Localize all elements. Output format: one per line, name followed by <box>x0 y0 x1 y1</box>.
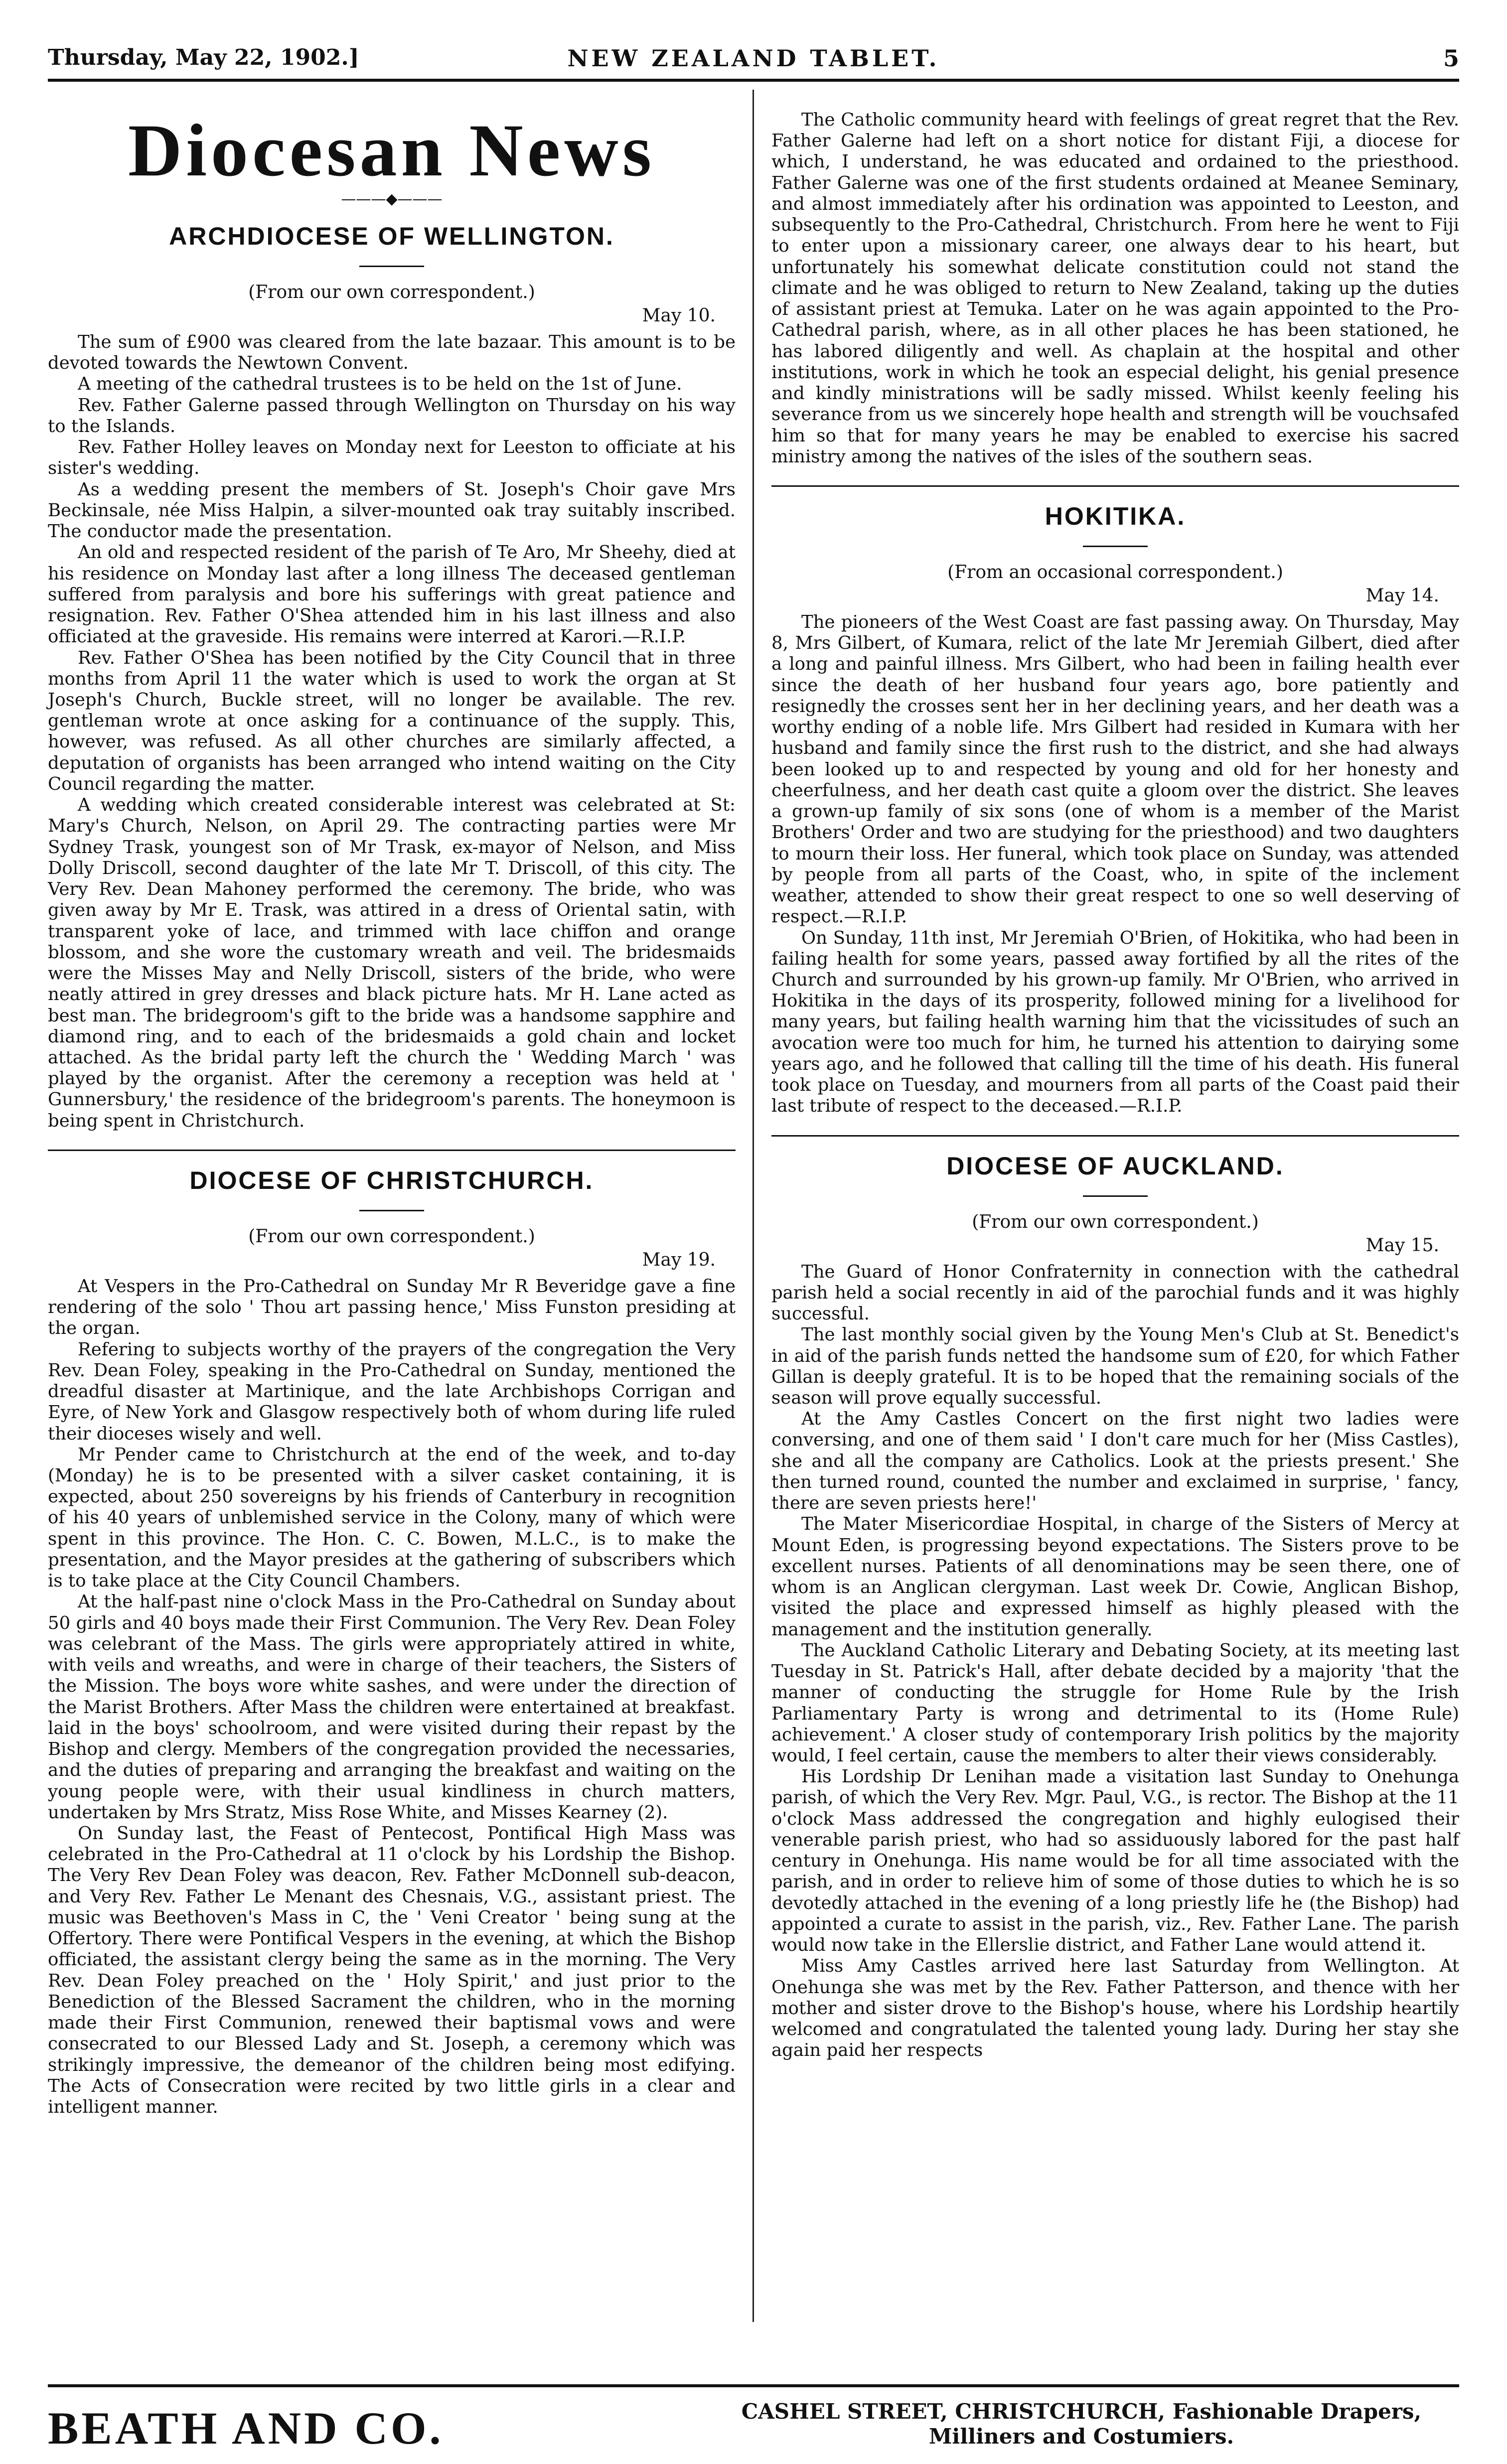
issue-date: Thursday, May 22, 1902.] <box>48 45 359 70</box>
article-paragraph: An old and respected resident of the parish of Te Aro, Mr Sheehy, died at his residence on Monday last after a long illness The deceased gentleman suffered from paralysis and bore his sufferings with great patience and resignation. Rev. Father O'Shea attended him in his last illness and also officiated at the graveside. His remains were interred at Karori.—R.I.P. <box>48 542 736 647</box>
section-separator <box>771 485 1459 487</box>
section-separator <box>48 1150 736 1151</box>
wellington-correspondent: (From our own correspondent.) <box>248 282 535 302</box>
article-paragraph: Mr Pender came to Christchurch at the end of the week, and to-day (Monday) he is to be presented with a silver casket containing, it is expected, about 250 sovereigns by his friends of Canterbury in recognition of his 40 years of unblemished service in the Colony, many of which were spent in this province. The Hon. C. C. Bowen, M.L.C., is to make the presentation, and the Mayor presides at the gathering of subscribers which is to take place at the City Council Chambers. <box>48 1444 736 1592</box>
hokitika-correspondent: (From an occasional correspondent.) <box>947 562 1283 582</box>
wellington-date: May 10. <box>642 305 716 326</box>
article-paragraph: Refering to subjects worthy of the prayers of the congregation the Very Rev. Dean Foley, speaking in the Pro-Cathedral on Sunday, mentioned the dreadful disaster at Martinique, and the late Archbishops Corrigan and Eyre, of New York and Glasgow respectively both of whom during life ruled their dioceses wisely and well. <box>48 1339 736 1444</box>
masthead-ornament: ———◆——— <box>341 190 443 208</box>
article-paragraph: A meeting of the cathedral trustees is to be held on the 1st of June. <box>78 374 682 395</box>
heading-rule <box>1083 546 1148 547</box>
advert-line: CASHEL STREET, CHRISTCHURCH, Fashionable Drapers, <box>741 2399 1422 2424</box>
article-paragraph: On Sunday, 11th inst, Mr Jeremiah O'Brien, of Hokitika, who had been in failing health for some years, passed away fortified by all the rites of the Church and surrounded by his grown-up family. Mr O'Brien, who arrived in Hokitika in the days of its prosperity, followed mining for a livelihood for many years, but failing health warning him that the vicissitudes of such an avocation were too much for him, he turned his attention to dairying some years ago, and he followed that calling till the time of his death. His funeral took place on Tuesday, and mourners from all parts of the Coast paid their last tribute of respect to the deceased.—R.I.P. <box>771 927 1459 1117</box>
article-paragraph: Rev. Father Holley leaves on Monday next for Leeston to officiate at his sister's wedding. <box>48 437 736 479</box>
page-header <box>48 5 1459 85</box>
section-separator <box>771 1135 1459 1137</box>
advert-text <box>708 2399 1455 2450</box>
article-paragraph: The Guard of Honor Confraternity in connection with the cathedral parish held a social recently in aid of the parochial funds and it was highly successful. <box>771 1261 1459 1324</box>
advert-line: Milliners and Costumiers. <box>928 2424 1234 2449</box>
article-paragraph: As a wedding present the members of St. Joseph's Choir gave Mrs Beckinsale, née Miss Halpin, a silver-mounted oak tray suitably inscribed. The conductor made the presentation. <box>48 479 736 542</box>
article-paragraph: The last monthly social given by the Young Men's Club at St. Benedict's in aid of the parish funds netted the handsome sum of £20, for which Father Gillan is deeply grateful. It is to be hoped that the remaining socials of the season will prove equally successful. <box>771 1324 1459 1409</box>
masthead-title: Diocesan News <box>128 109 656 192</box>
christchurch-heading: DIOCESE OF CHRISTCHURCH. <box>189 1166 594 1194</box>
article-paragraph: The pioneers of the West Coast are fast passing away. On Thursday, May 8, Mrs Gilbert, of Kumara, relict of the late Mr Jeremiah Gilbert, died after a long and painful illness. Mrs Gilbert, who had been in failing health ever since the death of her husband four years ago, bore patiently and resignedly the crosses sent her in her declining years, and her death was a worthy ending of a noble life. Mrs Gilbert had resided in Kumara with her husband and family since the first rush to the district, and she had always been looked up to and respected by young and old for her honesty and cheerfulness, and her death cast quite a gloom over the district. She leaves a grown-up family of six sons (one of whom is a member of the Marist Brothers' Order and two are studying for the priesthood) and two daughters to mourn their loss. Her funeral, which took place on Sunday, was attended by people from all parts of the Coast, who, in spite of the inclement weather, attended to show their great respect to one so well deserving of respect.—R.I.P. <box>771 611 1459 927</box>
article-paragraph: The Mater Misericordiae Hospital, in charge of the Sisters of Mercy at Mount Eden, is progressing beyond expectations. The Sisters prove to be excellent nurses. Patients of all denominations may be seen there, one of whom is an Anglican clergyman. Last week Dr. Cowie, Anglican Bishop, visited the place and expressed himself as highly pleased with the management and the institution generally. <box>771 1514 1459 1640</box>
wellington-heading: ARCHDIOCESE OF WELLINGTON. <box>169 222 614 250</box>
article-paragraph: At Vespers in the Pro-Cathedral on Sunday Mr R Beveridge gave a fine rendering of the solo ' Thou art passing hence,' Miss Funston presiding at the organ. <box>48 1276 736 1339</box>
article-paragraph: The Catholic community heard with feelings of great regret that the Rev. Father Galerne had left on a short notice for distant Fiji, a diocese for which, I understand, he was educated and ordained to the priesthood. Father Galerne was one of the first students ordained at Meanee Seminary, and almost immediately after his ordination was appointed to Leeston, and subsequently to the Pro-Cathedral, Christchurch. From here he went to Fiji to enter upon a missionary career, one always dear to his heart, but unfortunately his somewhat delicate constitution could not stand the climate and he was obliged to return to New Zealand, taking up the duties of assistant priest at Temuka. Later on he was again appointed to the Pro-Cathedral parish, where, as in all other places he has been stationed, he has labored diligently and well. As chaplain at the hospital and other institutions, work in which he took an especial delight, his genial presence and kindly ministrations will be sadly missed. Whilst keenly feeling his severance from us we sincerely hope health and strength will be vouchsafed him so that for many years he may be enabled to exercise his sacred ministry among the natives of the isles of the southern seas. <box>771 110 1459 467</box>
christchurch-date: May 19. <box>642 1249 716 1270</box>
article-paragraph: The sum of £900 was cleared from the late bazaar. This amount is to be devoted towards the Newtown Convent. <box>48 332 736 374</box>
article-paragraph: At the Amy Castles Concert on the first night two ladies were conversing, and one of them said ' I don't care much for her (Miss Castles), she and all the company are Catholics. Look at the priests present.' She then turned round, counted the number and exclaimed in surprise, ' fancy, there are seven priests here!' <box>771 1409 1459 1514</box>
left-column <box>48 90 736 2118</box>
column-divider <box>753 90 754 2322</box>
auckland-correspondent: (From our own correspondent.) <box>972 1211 1259 1232</box>
heading-rule <box>359 266 424 267</box>
article-paragraph: Rev. Father Galerne passed through Wellington on Thursday on his way to the Islands. <box>48 395 736 436</box>
article-paragraph: His Lordship Dr Lenihan made a visitation last Sunday to Onehunga parish, of which the Very Rev. Mgr. Paul, V.G., is rector. The Bishop at the 11 o'clock Mass addressed the congregation and highly eulogised their venerable parish priest, who had so assiduously labored for the past half century in Onehunga. His name would be for all time associated with the parish, and in order to relieve him of some of those duties to which he is so devotedly attached in the evening of a long priestly life he (the Bishop) had appointed a curate to assist in the parish, viz., Rev. Father Lane. The parish would now take in the Ellerslie district, and Father Lane would attend it. <box>771 1766 1459 1956</box>
article-paragraph: The Auckland Catholic Literary and Debating Society, at its meeting last Tuesday in St. Patrick's Hall, after debate decided by a majority 'that the manner of conducting the struggle for Home Rule by the Irish Parliamentary Party is wrong and detrimental to its (Home Rule) achievement.' A closer study of contemporary Irish politics by the majority would, I feel certain, cause the members to alter their views considerably. <box>771 1640 1459 1766</box>
page-number: 5 <box>1443 45 1459 72</box>
publication-title: NEW ZEALAND TABLET. <box>567 45 940 72</box>
right-column <box>771 90 1459 2061</box>
article-paragraph: On Sunday last, the Feast of Pentecost, Pontifical High Mass was celebrated in the Pro-Cathedral at 11 o'clock by his Lordship the Bishop. The Very Rev Dean Foley was deacon, Rev. Father McDonnell sub-deacon, and Very Rev. Father Le Menant des Chesnais, V.G., assistant priest. The music was Beethoven's Mass in C, the ' Veni Creator ' being sung at the Offertory. There were Pontifical Vespers in the evening, at which the Bishop officiated, the assistant clergy being the same as in the morning. The Very Rev. Dean Foley preached on the ' Holy Spirit,' and just prior to the Benediction of the Blessed Sacrament the children, who in the morning made their First Communion, renewed their baptismal vows and were consecrated to our Blessed Lady and St. Joseph, a ceremony which was strikingly impressive, the demeanor of the children being most edifying. The Acts of Consecration were recited by two little girls in a clear and intelligent manner. <box>48 1823 736 2118</box>
heading-rule <box>1083 1195 1148 1197</box>
auckland-heading: DIOCESE OF AUCKLAND. <box>946 1152 1284 1180</box>
article-paragraph: Rev. Father O'Shea has been notified by the City Council that in three months from April 11 the water which is used to work the organ at St Joseph's Church, Buckle street, will no longer be available. The rev. gentleman wrote at once asking for a continuance of the supply. This, however, was refused. As all other churches are similarly affected, a deputation of organists has been arranged who intend waiting on the City Council regarding the matter. <box>48 647 736 794</box>
footer-rule <box>48 2384 1459 2387</box>
christchurch-correspondent: (From our own correspondent.) <box>248 1226 535 1247</box>
advert-brand: BEATH AND CO. <box>48 2403 444 2454</box>
article-paragraph: Miss Amy Castles arrived here last Saturday from Wellington. At Onehunga she was met by the Rev. Father Patterson, and thence with her mother and sister drove to the Bishop's house, where his Lordship heartily welcomed and congratulated the talented young lady. During her stay she again paid her respects <box>771 1956 1459 2061</box>
article-paragraph: At the half-past nine o'clock Mass in the Pro-Cathedral on Sunday about 50 girls and 40 boys made their First Communion. The Very Rev. Dean Foley was celebrant of the Mass. The girls were appropriately attired in white, with veils and wreaths, and were in charge of their teachers, the Sisters of the Mission. The boys wore white sashes, and were under the direction of the Marist Brothers. After Mass the children were entertained at breakfast. laid in the boys' schoolroom, and were visited during their repast by the Bishop and clergy. Members of the congregation provided the necessaries, and the duties of preparing and arranging the breakfast and waiting on the young people were, with their usual kindliness in church matters, undertaken by Mrs Stratz, Miss Rose White, and Misses Kearney (2). <box>48 1592 736 1823</box>
auckland-date: May 15. <box>1365 1235 1439 1256</box>
hokitika-date: May 14. <box>1365 585 1439 606</box>
header-rule <box>48 79 1459 82</box>
hokitika-heading: HOKITIKA. <box>1045 502 1186 530</box>
heading-rule <box>359 1210 424 1211</box>
article-paragraph: A wedding which created considerable interest was celebrated at St: Mary's Church, Nelson, on April 29. The contracting parties were Mr Sydney Trask, youngest son of Mr Trask, ex-mayor of Nelson, and Miss Dolly Driscoll, second daughter of the late Mr T. Driscoll, of this city. The Very Rev. Dean Mahoney performed the ceremony. The bride, who was given away by Mr E. Trask, was attired in a dress of Oriental satin, with transparent yoke of lace, and trimmed with lace chiffon and orange blossom, and she wore the customary wreath and veil. The bridesmaids were the Misses May and Nelly Driscoll, sisters of the bride, who were neatly attired in grey dresses and black picture hats. Mr H. Lane acted as best man. The bridegroom's gift to the bride was a handsome sapphire and diamond ring, and to each of the bridesmaids a gold chain and locket attached. As the bridal party left the church the ' Wedding March ' was played by the organist. After the ceremony a reception was held at ' Gunnersbury,' the residence of the bridegroom's parents. The honeymoon is being spent in Christchurch. <box>48 795 736 1131</box>
